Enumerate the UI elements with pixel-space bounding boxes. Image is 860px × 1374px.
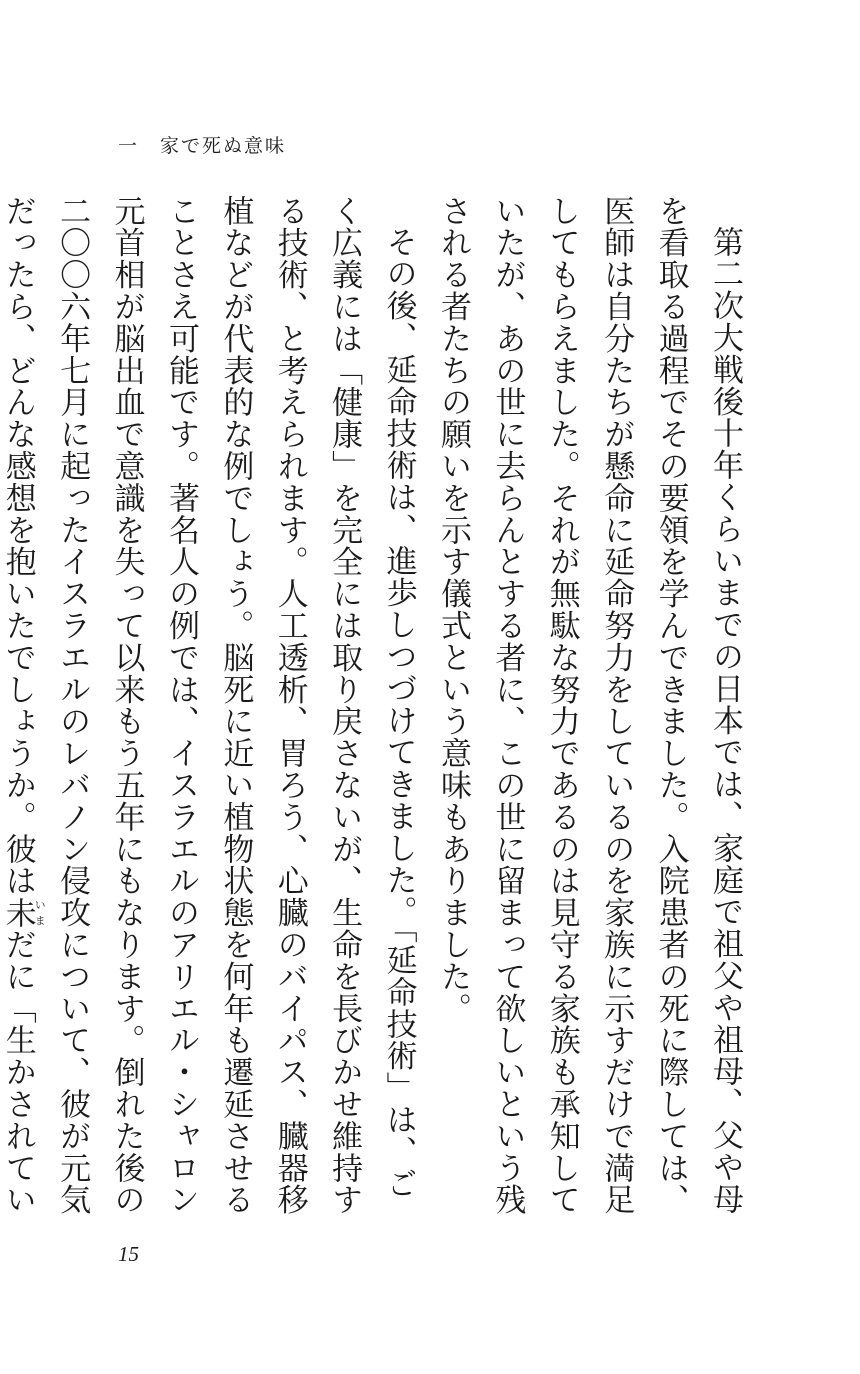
paragraph-2 [0,195,426,1225]
paragraph-2-part-2: だに「生かされてい [0,928,36,1216]
paragraph-2-part-1: その後、延命技術は、進歩しつづけてきました。「延命技術」は、ごく広義には「健康」を完全には取り戻さないが、生命を長びかせ維持する技術、と考えられます。人工透析、胃ろう、心臓のバイパス、臓器移植などが代表的な例でしょう。脳死に近い植物状態を何年も遷延させることさえ可能です。著名人の例では、イスラエルのアリエル・シャロン元首相が脳出血で意識を失って以来もう五年にもなります。倒れた後の二〇〇六年七月に起ったイスラエルのレバノン侵攻について、彼が元気だったら、どんな感想を抱いたでしょうか。彼は [0,195,417,1216]
chapter-title: 家で死ぬ意味 [160,135,287,157]
running-head [118,131,286,158]
page-number: 15 [118,1242,139,1266]
chapter-number: 一 [118,135,140,157]
body-text [0,195,752,1225]
running-head-gap [139,135,160,157]
ruby-reading: いま [33,896,47,929]
ruby-ima [0,896,47,929]
ruby-base: 未 [0,896,36,929]
paragraph-1: 第二次大戦後十年くらいまでの日本では、家庭で祖父や祖母、父や母を看取る過程でその要領を学んできました。入院患者の死に際しては、医師は自分たちが懸命に延命努力をしているのを家族に示すだけで満足してもらえました。それが無駄な努力であるのは見守る家族も承知していたが、あの世に去らんとする者に、この世に留まって欲しいという残される者たちの願いを示す儀式という意味もありました。 [434,195,743,1216]
